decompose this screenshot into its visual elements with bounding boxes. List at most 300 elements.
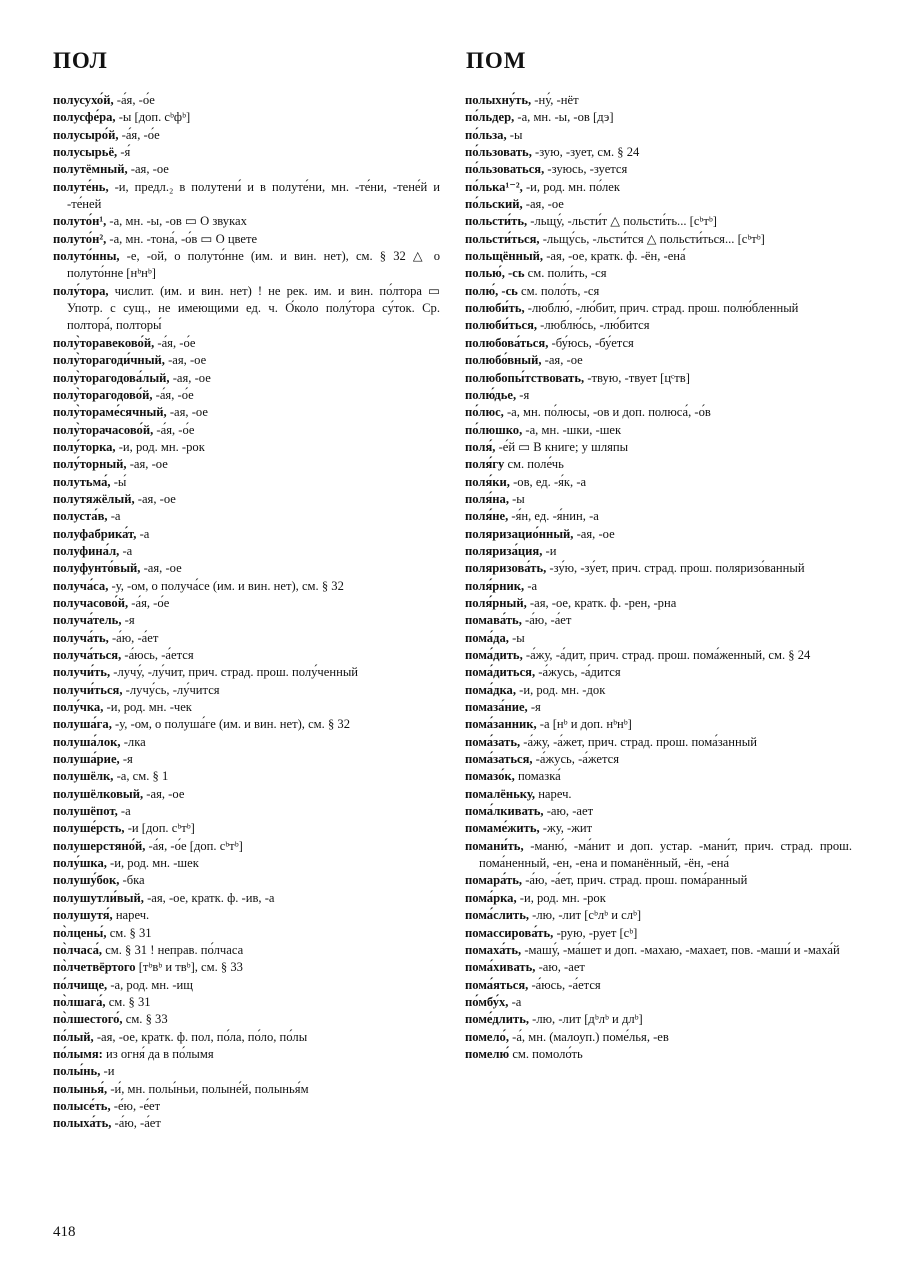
dictionary-entry xyxy=(465,543,852,560)
entry-headword: польсти́ть, xyxy=(465,214,528,229)
entry-definition: -я́н, ед. -я́нин, -а xyxy=(508,509,599,524)
entry-headword: получа́ть, xyxy=(53,630,109,645)
dictionary-entry xyxy=(53,352,440,369)
entry-definition: -ы xyxy=(508,630,525,645)
entry-headword: поляриза́ция, xyxy=(465,543,543,558)
entry-headword: получи́ть, xyxy=(53,665,111,680)
dictionary-entry xyxy=(53,387,440,404)
dictionary-entry xyxy=(53,578,440,595)
entry-headword: полу̀торагоди́чный, xyxy=(53,353,165,368)
entry-definition: -а́жусь, -а́дится xyxy=(535,665,621,680)
entry-definition: -лка xyxy=(120,734,146,749)
entry-headword: по́люс, xyxy=(465,405,504,420)
entry-definition: -лю, -лит [сᵇлᵇ и слᵇ] xyxy=(529,908,642,923)
dictionary-entry xyxy=(53,890,440,907)
dictionary-entry xyxy=(53,751,440,768)
dictionary-entry xyxy=(465,994,852,1011)
dictionary-entry xyxy=(465,526,852,543)
entry-definition: -люблю́сь, -лю́бится xyxy=(537,318,650,333)
entry-headword: полюбопы́тствовать, xyxy=(465,370,585,385)
dictionary-entry xyxy=(53,803,440,820)
dictionary-entry xyxy=(465,508,852,525)
entry-definition: -а, мн. по́люсы, -ов и доп. полюса́, -о́в xyxy=(503,405,711,420)
entry-definition: см. поло́ть, -ся xyxy=(517,283,600,298)
entry-definition: -ну́, -нёт xyxy=(531,93,579,107)
dictionary-entry xyxy=(53,1098,440,1115)
entry-definition: -ы xyxy=(506,127,523,142)
dictionary-entry xyxy=(465,630,852,647)
entry-headword: поля́рный, xyxy=(465,595,527,610)
entry-definition: -а́жу, -а́дит, прич. страд. прош. пома́женный, см. § 24 xyxy=(522,648,811,662)
entry-headword: помаха́ть, xyxy=(465,942,522,957)
dictionary-entry xyxy=(53,838,440,855)
dictionary-entry xyxy=(465,682,852,699)
dictionary-entry xyxy=(465,925,852,942)
entry-headword: полуста́в, xyxy=(53,509,108,524)
dictionary-entry xyxy=(53,213,440,230)
entry-headword: полушёпот, xyxy=(53,804,118,819)
entry-headword: помара́ть, xyxy=(465,873,523,888)
dictionary-entry xyxy=(465,456,852,473)
entry-headword: пома́занник, xyxy=(465,717,537,732)
entry-definition: см. § 31 ! неправ. по́лчаса xyxy=(102,942,244,957)
entry-headword: полуша́лок, xyxy=(53,734,121,749)
entry-headword: по̀лшага́, xyxy=(53,994,106,1009)
entry-definition: -и́, мн. полы́ньи, полыне́й, полынья́м xyxy=(107,1081,309,1096)
dictionary-entry xyxy=(53,1081,440,1098)
entry-definition: -и, род. мн. -шек xyxy=(106,856,199,871)
dictionary-entry xyxy=(53,231,440,248)
dictionary-entry xyxy=(53,1115,440,1132)
entry-definition: -е, -ой, о полуто́нне (им. и вин. нет), см. § 32 △ о полуто́нне [нᵇнᵇ] xyxy=(67,249,440,281)
entry-definition: -лю, -лит [дᵇлᵇ и длᵇ] xyxy=(529,1012,643,1027)
entry-headword: получасово́й, xyxy=(53,595,129,610)
entry-headword: по̀лчетвёртого xyxy=(53,960,136,975)
entry-headword: полушутя́, xyxy=(53,908,113,923)
entry-definition: -а́ю, -а́ет xyxy=(111,1116,161,1131)
entry-definition: -и xyxy=(542,543,557,558)
entry-headword: полушёлк, xyxy=(53,769,114,784)
entry-headword: полу̀торачасово́й, xyxy=(53,422,154,437)
entry-definition: -ая, -ое xyxy=(140,561,182,576)
dictionary-entry xyxy=(53,994,440,1011)
dictionary-entry xyxy=(465,734,852,751)
dictionary-entry xyxy=(465,838,852,873)
entry-headword: по́лымя: xyxy=(53,1046,103,1061)
entry-definition: -зую, -зует, см. § 24 xyxy=(531,145,640,160)
entry-definition: -жу, -жит xyxy=(539,821,593,836)
entry-definition: -а xyxy=(136,526,150,541)
entry-definition: -а́я, -о́е xyxy=(154,335,196,350)
entry-headword: пома́диться, xyxy=(465,665,536,680)
entry-headword: пома́дка, xyxy=(465,682,516,697)
entry-headword: полутяжёлый, xyxy=(53,491,135,506)
entry-headword: полушёлковый, xyxy=(53,786,144,801)
entry-headword: по́льза, xyxy=(465,127,507,142)
entry-definition: -ая, -ое xyxy=(169,370,211,385)
entry-headword: полюби́ться, xyxy=(465,318,538,333)
left-column-header: ПОЛ xyxy=(53,48,108,73)
entry-definition: -льщу́, -льсти́т △ польсти́ть... [сᵇтᵇ] xyxy=(527,214,717,229)
dictionary-entry xyxy=(53,682,440,699)
dictionary-entry xyxy=(465,248,852,265)
entry-headword: полысе́ть, xyxy=(53,1098,111,1113)
dictionary-entry xyxy=(465,196,852,213)
entry-definition: -а́юсь, -а́ется xyxy=(121,648,194,662)
entry-headword: полуша́га, xyxy=(53,717,112,732)
entry-definition: -а́жусь, -а́жется xyxy=(532,752,620,767)
entry-definition: -машу́, -ма́шет и доп. -махаю, -махает, пов. -маши́ и -маха́й xyxy=(521,942,840,957)
dictionary-entry xyxy=(53,959,440,976)
entry-definition: нареч. xyxy=(535,786,572,801)
dictionary-entry xyxy=(53,474,440,491)
dictionary-entry xyxy=(465,370,852,387)
entry-headword: помава́ть, xyxy=(465,613,522,628)
dictionary-entry xyxy=(465,213,852,230)
entry-definition: -а́ю, -а́ет, прич. страд. прош. пома́ранный xyxy=(522,873,748,888)
entry-definition: -я xyxy=(516,387,530,402)
dictionary-entry xyxy=(465,959,852,976)
entry-definition: -а́я, -о́е xyxy=(118,127,160,142)
entry-headword: полуфунто́вый, xyxy=(53,561,141,576)
entry-definition: -ая, -ое xyxy=(573,526,615,541)
entry-headword: получа́са, xyxy=(53,578,109,593)
dictionary-entry xyxy=(465,127,852,144)
entry-definition: -бка xyxy=(119,873,145,888)
entry-headword: полю́дье, xyxy=(465,387,517,402)
entry-headword: полуто́н¹, xyxy=(53,214,107,229)
entry-headword: полусухо́й, xyxy=(53,93,114,107)
entry-headword: полушутли́вый, xyxy=(53,890,144,905)
entry-definition: см. § 31 xyxy=(106,925,152,940)
entry-definition: -ая, -ое xyxy=(126,457,168,472)
entry-definition: -ая, -ое xyxy=(522,197,564,212)
entry-headword: полью́, -сь xyxy=(465,266,525,281)
entry-definition: -люблю́, -лю́бит, прич. страд. прош. полю́бленный xyxy=(524,301,799,316)
dictionary-entry xyxy=(53,907,440,924)
entry-definition: -а́ю, -а́ет xyxy=(108,630,159,645)
entry-headword: полы́нь, xyxy=(53,1064,101,1079)
entry-headword: полушерстяно́й, xyxy=(53,838,146,853)
entry-definition: -я́ xyxy=(117,145,131,160)
entry-definition: -а xyxy=(117,804,131,819)
entry-headword: полынья́, xyxy=(53,1081,108,1096)
entry-headword: по́лька¹⁻², xyxy=(465,179,523,194)
entry-definition: -ы [доп. сᵇфᵇ] xyxy=(115,110,191,125)
entry-definition: см. поле́чь xyxy=(504,457,564,472)
entry-definition: -аю, -ает xyxy=(535,960,585,975)
entry-headword: поля́ки, xyxy=(465,474,510,489)
entry-headword: полусырьё, xyxy=(53,145,118,160)
entry-headword: полуфина́л, xyxy=(53,543,120,558)
entry-headword: полу́торка, xyxy=(53,439,116,454)
entry-headword: полыхну́ть, xyxy=(465,93,532,107)
dictionary-entry xyxy=(465,317,852,334)
entry-headword: пома́заться, xyxy=(465,752,533,767)
entry-headword: по́лчище, xyxy=(53,977,108,992)
entry-headword: полу̀торагодова́лый, xyxy=(53,370,170,385)
entry-headword: по́льский, xyxy=(465,197,523,212)
entry-definition: -и, род. мн. по́лек xyxy=(522,179,621,194)
entry-definition: -а xyxy=(107,509,121,524)
entry-definition: -маню́, -ма́нит и доп. устар. -мани́т, прич. страд. прош. пома́ненный, -ен, -ена и поманённый, -ён, -ена́ xyxy=(479,838,852,871)
dictionary-entry xyxy=(53,543,440,560)
entry-headword: по̀лцены́, xyxy=(53,925,107,940)
dictionary-entry xyxy=(53,855,440,872)
entry-definition: -ая, -ое xyxy=(134,491,176,506)
entry-headword: поме́длить, xyxy=(465,1012,530,1027)
dictionary-entry xyxy=(465,647,852,664)
entry-definition: -и, предл.₂ в полутени́ и в полуте́ни, мн. -те́ни, -тене́й и -те́ней xyxy=(67,179,440,212)
entry-headword: помалёньку, xyxy=(465,786,536,801)
entry-headword: получа́тель, xyxy=(53,613,122,628)
dictionary-entry xyxy=(53,768,440,785)
dictionary-entry xyxy=(53,942,440,959)
entry-headword: полутёмный, xyxy=(53,162,128,177)
dictionary-entry xyxy=(53,526,440,543)
left-column xyxy=(53,92,440,1133)
entry-definition: -лучу́, -лу́чит, прич. страд. прош. полу́ченный xyxy=(110,665,359,680)
entry-definition: -а́я, -о́е xyxy=(113,93,155,107)
entry-definition: -аю, -ает xyxy=(543,804,594,819)
entry-definition: -а́я, -о́е xyxy=(153,422,195,437)
dictionary-entry xyxy=(465,578,852,595)
entry-headword: полюби́ть, xyxy=(465,301,525,316)
entry-definition: -а́я, -о́е xyxy=(152,387,194,402)
entry-headword: по́льзовать, xyxy=(465,145,532,160)
entry-headword: полу̀торавеково́й, xyxy=(53,335,155,350)
dictionary-entry xyxy=(53,370,440,387)
entry-headword: поля́на, xyxy=(465,491,509,506)
entry-definition: -я xyxy=(527,700,541,715)
entry-definition: -а [нᵇ и доп. нᵇнᵇ] xyxy=(536,717,632,732)
entry-definition: -а́жу, -а́жет, прич. страд. прош. пома́занный xyxy=(520,734,757,749)
dictionary-entry xyxy=(465,699,852,716)
entry-headword: полыха́ть, xyxy=(53,1116,112,1131)
dictionary-entry xyxy=(53,404,440,421)
entry-headword: полюбо́вный, xyxy=(465,353,542,368)
dictionary-entry xyxy=(53,560,440,577)
dictionary-entry xyxy=(53,491,440,508)
dictionary-entry xyxy=(465,179,852,196)
entry-definition: см. помоло́ть xyxy=(509,1046,583,1061)
entry-headword: пома́рка, xyxy=(465,890,517,905)
entry-definition: -ая, -ое, кратк. ф. пол, по́ла, по́ло, по́лы xyxy=(93,1029,308,1044)
entry-headword: получа́ться, xyxy=(53,648,122,662)
entry-definition: -у, -ом, о полуша́ге (им. и вин. нет), см. § 32 xyxy=(111,717,350,732)
entry-definition: -твую, -твует [цᶜтв] xyxy=(584,370,690,385)
dictionary-entry xyxy=(465,977,852,994)
entry-definition: -я xyxy=(119,752,133,767)
dictionary-entry xyxy=(53,716,440,733)
dictionary-entry xyxy=(465,716,852,733)
dictionary-entry xyxy=(465,820,852,837)
dictionary-entry xyxy=(465,786,852,803)
entry-definition: -и, род. мн. -рок xyxy=(115,439,205,454)
dictionary-entry xyxy=(53,508,440,525)
entry-definition: -ая, -ое, кратк. ф. -рен, -рна xyxy=(526,595,677,610)
dictionary-entry xyxy=(465,803,852,820)
entry-headword: польсти́ться, xyxy=(465,231,540,246)
entry-definition: -а́я, -о́е xyxy=(128,595,170,610)
dictionary-entry xyxy=(53,456,440,473)
entry-definition: -а́я, -о́е [доп. сᵇтᵇ] xyxy=(145,838,243,853)
dictionary-entry xyxy=(53,612,440,629)
entry-definition: -рую, -рует [сᵇ] xyxy=(553,925,638,940)
entry-definition: -льщу́сь, -льсти́тся △ польсти́ться... [сᵇтᵇ] xyxy=(539,231,765,246)
dictionary-entry xyxy=(465,942,852,959)
dictionary-entry xyxy=(465,335,852,352)
entry-headword: помаме́жить, xyxy=(465,821,540,836)
dictionary-entry xyxy=(53,335,440,352)
dictionary-entry xyxy=(53,439,440,456)
dictionary-entry xyxy=(465,144,852,161)
entry-headword: полу̀тораме́сячный, xyxy=(53,405,167,420)
dictionary-entry xyxy=(465,907,852,924)
entry-headword: пома́дить, xyxy=(465,648,523,662)
entry-headword: полу́шка, xyxy=(53,856,107,871)
entry-definition: -а, см. § 1 xyxy=(113,769,169,784)
entry-definition: -ая, -ое, кратк. ф. -ив, -а xyxy=(143,890,275,905)
entry-headword: полутьма́, xyxy=(53,474,111,489)
dictionary-entry xyxy=(53,1063,440,1080)
entry-headword: поляризацио́нный, xyxy=(465,526,574,541)
dictionary-entry xyxy=(465,612,852,629)
entry-definition: [тᵇвᵇ и твᵇ], см. § 33 xyxy=(135,960,243,975)
page-number: 418 xyxy=(53,1224,76,1240)
dictionary-entry xyxy=(465,161,852,178)
entry-definition: -а, мн. -тона́, -о́в ▭ О цвете xyxy=(106,231,258,246)
dictionary-entry xyxy=(465,283,852,300)
entry-definition: -а́, мн. (малоуп.) поме́лья, -ев xyxy=(509,1029,669,1044)
entry-definition: -е́ю, -е́ет xyxy=(110,1098,161,1113)
dictionary-entry xyxy=(465,1011,852,1028)
entry-headword: получи́ться, xyxy=(53,682,123,697)
entry-definition: -ы́ xyxy=(110,474,127,489)
entry-headword: пома́яться, xyxy=(465,977,529,992)
entry-headword: поляризова́ть, xyxy=(465,561,547,576)
entry-definition: -ая, -ое xyxy=(541,353,583,368)
entry-headword: поля́рник, xyxy=(465,578,525,593)
entry-definition: помазка́ xyxy=(514,769,561,784)
dictionary-entry xyxy=(53,1046,440,1063)
entry-headword: помелю́ xyxy=(465,1046,510,1061)
dictionary-entry xyxy=(53,248,440,283)
entry-headword: помани́ть, xyxy=(465,838,524,853)
dictionary-entry xyxy=(465,231,852,248)
entry-headword: пома́лкивать, xyxy=(465,804,544,819)
entry-headword: полуфабрика́т, xyxy=(53,526,137,541)
entry-definition: -и [доп. сᵇтᵇ] xyxy=(124,821,195,836)
entry-headword: полусыро́й, xyxy=(53,127,119,142)
dictionary-entry xyxy=(53,161,440,178)
dictionary-entry xyxy=(53,647,440,664)
entry-headword: полю́, -сь xyxy=(465,283,518,298)
entry-definition: -я xyxy=(121,613,135,628)
entry-headword: полуша́рие, xyxy=(53,752,120,767)
entry-definition: -и, род. мн. -рок xyxy=(516,890,606,905)
entry-headword: полуше́рсть, xyxy=(53,821,125,836)
dictionary-entry xyxy=(465,422,852,439)
entry-headword: пома́слить, xyxy=(465,908,530,923)
dictionary-entry xyxy=(465,768,852,785)
right-column xyxy=(465,92,852,1063)
dictionary-entry xyxy=(465,1029,852,1046)
entry-definition: -бу́юсь, -бу́ется xyxy=(548,335,634,350)
entry-headword: полушу́бок, xyxy=(53,873,120,888)
entry-definition: -и xyxy=(100,1064,115,1079)
dictionary-entry xyxy=(53,699,440,716)
dictionary-entry xyxy=(53,872,440,889)
entry-headword: пома́да, xyxy=(465,630,509,645)
entry-headword: полюбова́ться, xyxy=(465,335,549,350)
entry-headword: по̀лчаса́, xyxy=(53,942,103,957)
entry-definition: числит. (им. и вин. нет) ! не рек. им. и вин. по́лтора ▭ Употр. с сущ., не имеющими ед. ч. О́коло полу́тора су́ток. Ср. полтора́, полторы́ xyxy=(67,283,440,333)
entry-definition: -у, -ом, о получа́се (им. и вин. нет), см. § 32 xyxy=(108,578,344,593)
dictionary-entry xyxy=(53,1029,440,1046)
entry-definition: -а xyxy=(508,994,522,1009)
dictionary-entry xyxy=(53,820,440,837)
dictionary-entry xyxy=(53,977,440,994)
entry-definition: -ая, -ое xyxy=(166,405,208,420)
entry-headword: по́лый, xyxy=(53,1029,94,1044)
dictionary-entry xyxy=(53,92,440,109)
entry-headword: поля́гу xyxy=(465,457,505,472)
dictionary-entry xyxy=(465,300,852,317)
dictionary-entry xyxy=(53,283,440,335)
entry-definition: -а, мн. -ы, -ов [дэ] xyxy=(514,110,614,125)
entry-definition: -ов, ед. -я́к, -а xyxy=(509,474,587,489)
entry-headword: по́люшко, xyxy=(465,422,523,437)
dictionary-entry xyxy=(53,422,440,439)
dictionary-entry xyxy=(465,387,852,404)
entry-headword: по́мбу́х, xyxy=(465,994,509,1009)
dictionary-entry xyxy=(53,664,440,681)
dictionary-entry xyxy=(53,595,440,612)
dictionary-entry xyxy=(465,560,852,577)
entry-headword: полу́тора, xyxy=(53,283,109,298)
dictionary-entry xyxy=(53,925,440,942)
dictionary-entry xyxy=(53,144,440,161)
entry-definition: из огня́ да в по́лымя xyxy=(102,1046,214,1061)
entry-headword: по́льзоваться, xyxy=(465,162,545,177)
entry-definition: -зуюсь, -зуется xyxy=(544,162,628,177)
entry-definition: нареч. xyxy=(112,908,150,923)
dictionary-entry xyxy=(53,1011,440,1028)
dictionary-entry xyxy=(465,474,852,491)
dictionary-entry xyxy=(465,265,852,282)
dictionary-entry xyxy=(53,179,440,214)
entry-headword: помело́, xyxy=(465,1029,509,1044)
dictionary-entry xyxy=(465,439,852,456)
entry-headword: поля́, xyxy=(465,439,496,454)
dictionary-entry xyxy=(53,734,440,751)
dictionary-entry xyxy=(465,352,852,369)
entry-definition: -и, род. мн. -чек xyxy=(103,700,192,715)
dictionary-entry xyxy=(465,664,852,681)
entry-headword: по̀лшестого́, xyxy=(53,1012,123,1027)
entry-definition: -а xyxy=(524,578,538,593)
dictionary-entry xyxy=(53,630,440,647)
entry-headword: полусфе́ра, xyxy=(53,110,116,125)
entry-definition: -а́юсь, -а́ется xyxy=(528,977,601,992)
dictionary-entry xyxy=(465,404,852,421)
dictionary-entry xyxy=(465,109,852,126)
entry-definition: -и, род. мн. -док xyxy=(515,682,606,697)
entry-headword: по́льдер, xyxy=(465,110,515,125)
entry-definition: -ая, -ое xyxy=(164,353,207,368)
dictionary-entry xyxy=(53,109,440,126)
